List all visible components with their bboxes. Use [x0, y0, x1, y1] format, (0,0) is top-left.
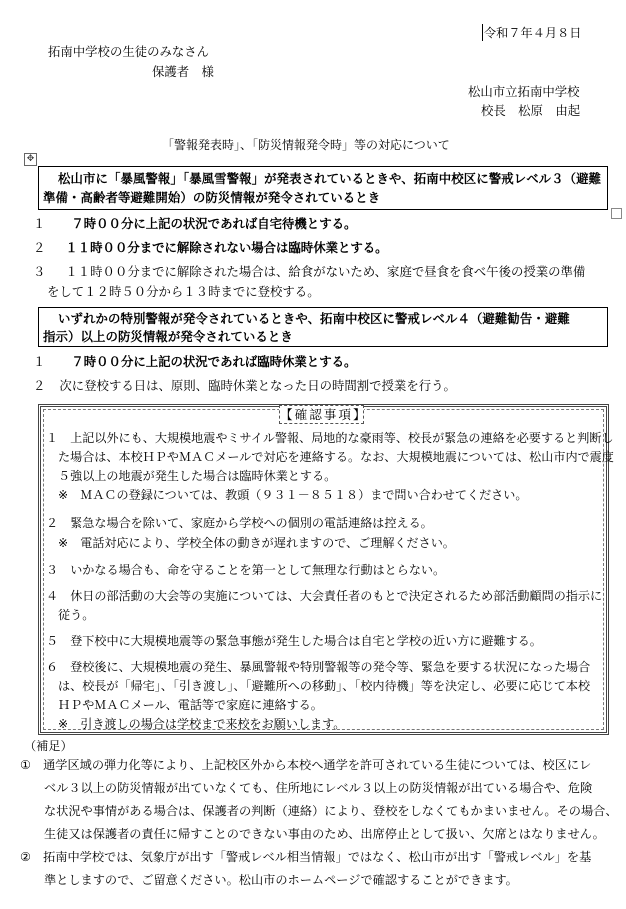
item-number: １ [33, 354, 46, 369]
supplement-note-1-line4: 生徒又は保護者の責任に帰すことのできない事由のため、出席停止として扱い、欠席とはなりません。 [44, 827, 605, 841]
confirm-item-2-line1: ２ 緊急な場合を除いて、家庭から学校への個別の電話連絡は控える。 [46, 516, 433, 530]
document-subject: 「警報発表時」、「防災情報発令時」等の対応について [162, 138, 450, 152]
level3-item-1 [33, 216, 356, 232]
document-date: 令和７年４月８日 [484, 26, 582, 40]
confirm-item-1-line2: た場合は、本校ＨＰやＭＡＣメールで対応を連絡する。なお、大規模地震については、松山市内で震度 [58, 450, 614, 464]
level4-item-2 [33, 378, 456, 394]
condition-level3-line1: 松山市に「暴風警報」「暴風雪警報」が発表されているときや、拓南中校区に警戒レベル３（避難 [58, 171, 602, 186]
condition-level4-line1: いずれかの特別警報が発令されているときや、拓南中校区に警戒レベル４（避難勧告・避難 [58, 311, 570, 326]
confirm-item-6-line2: は、校長が「帰宅」、「引き渡し」、「避難所への移動」、「校内待機」等を決定し、必要に応じて本校 [58, 679, 591, 693]
item-text: ７時００分に上記の状況であれば臨時休業とする。 [71, 354, 357, 369]
condition-level4-line2: 指示）以上の防災情報が発令されているとき [43, 329, 293, 344]
confirm-item-3-line1: ３ いかなる場合も、命を守ることを第一として無理な行動はとらない。 [46, 563, 446, 577]
sender-principal: 校長 松原 由起 [481, 103, 581, 118]
confirm-item-6-line3: ＨＰやＭＡＣメール、電話等で家庭に連絡する。 [58, 698, 323, 712]
confirm-item-6-line1: ６ 登校後に、大規模地震の発生、暴風警報や特別警報等の発令等、緊急を要する状況になった場合 [46, 660, 591, 674]
table-move-handle-icon[interactable]: ✥ [24, 153, 37, 166]
item-number: １ [33, 216, 46, 231]
item-number: ２ [33, 378, 46, 393]
supplement-label: （補足） [24, 739, 73, 753]
confirm-item-4-line1: ４ 休日の部活動の大会等の実施については、大会責任者のもとで決定されるため部活動顧問の指示に [46, 589, 603, 603]
item-number: ２ [33, 240, 46, 255]
supplement-note-2-line1: ② 拓南中学校では、気象庁が出す「警戒レベル相当情報」ではなく、松山市が出す「警戒レベル」を基 [20, 850, 592, 864]
sender-school: 松山市立拓南中学校 [468, 84, 580, 99]
table-resize-handle-icon[interactable] [611, 208, 622, 219]
confirmation-title: 【確認事項】 [280, 407, 368, 422]
supplement-note-1-line3: な状況や事情がある場合は、保護者の判断（連絡）により、登校をしなくてもかまいません。その場合、 [44, 804, 618, 818]
addressee-guardians: 保護者 様 [152, 64, 214, 79]
level4-item-1 [33, 354, 356, 370]
item-text: 次に登校する日は、原則、臨時休業となった日の時間割で授業を行う。 [59, 378, 456, 393]
level3-item-2 [33, 240, 388, 256]
item-number: ３ [33, 264, 46, 279]
confirm-item-2-note: ※ 電話対応により、学校全体の動きが遅れますので、ご理解ください。 [58, 536, 455, 550]
confirm-item-1-line3: ５強以上の地震が発生した場合は臨時休業とする。 [58, 469, 337, 483]
supplement-note-1-line1: ① 通学区域の弾力化等により、上記校区外から本校へ通学を許可されている生徒については、校区にレ [20, 758, 592, 772]
confirm-item-1-line1: １ 上記以外にも、大規模地震やミサイル警報、局地的な豪雨等、校長が緊急の連絡を必要すると判断し [46, 431, 614, 445]
confirm-item-1-note: ※ ＭＡＣの登録については、教頭（９３１－８５１８）まで問い合わせてください。 [58, 488, 528, 502]
level3-item-3 [33, 264, 585, 280]
text-cursor [482, 24, 483, 41]
item-text: ７時００分に上記の状況であれば自宅待機とする。 [71, 216, 357, 231]
confirm-item-6-note: ※ 引き渡しの場合は学校まで来校をお願いします。 [58, 717, 346, 731]
confirm-item-5-line1: ５ 登下校中に大規模地震等の緊急事態が発生した場合は自宅と学校の近い方に避難する。 [46, 634, 542, 648]
supplement-note-2-line2: 準としますので、ご留意ください。松山市のホームページで確認することができます。 [44, 873, 518, 887]
confirm-item-4-line2: 従う。 [58, 608, 95, 622]
addressee-students: 拓南中学校の生徒のみなさん [48, 44, 210, 59]
item-text: １１時００分までに解除されない場合は臨時休業とする。 [65, 240, 388, 255]
supplement-note-1-line2: ベル３以上の防災情報が出ていなくても、住所地にレベル３以上の防災情報が出ている場合や、危険 [44, 781, 593, 795]
item-text: １１時００分までに解除された場合は、給食がないため、家庭で昼食を食べ午後の授業の準備 [65, 264, 586, 279]
level3-item-3-cont: をして１２時５０分から１３時までに登校する。 [47, 284, 320, 299]
condition-level3-line2: 準備・高齢者等避難開始）の防災情報が発令されているとき [43, 190, 381, 205]
